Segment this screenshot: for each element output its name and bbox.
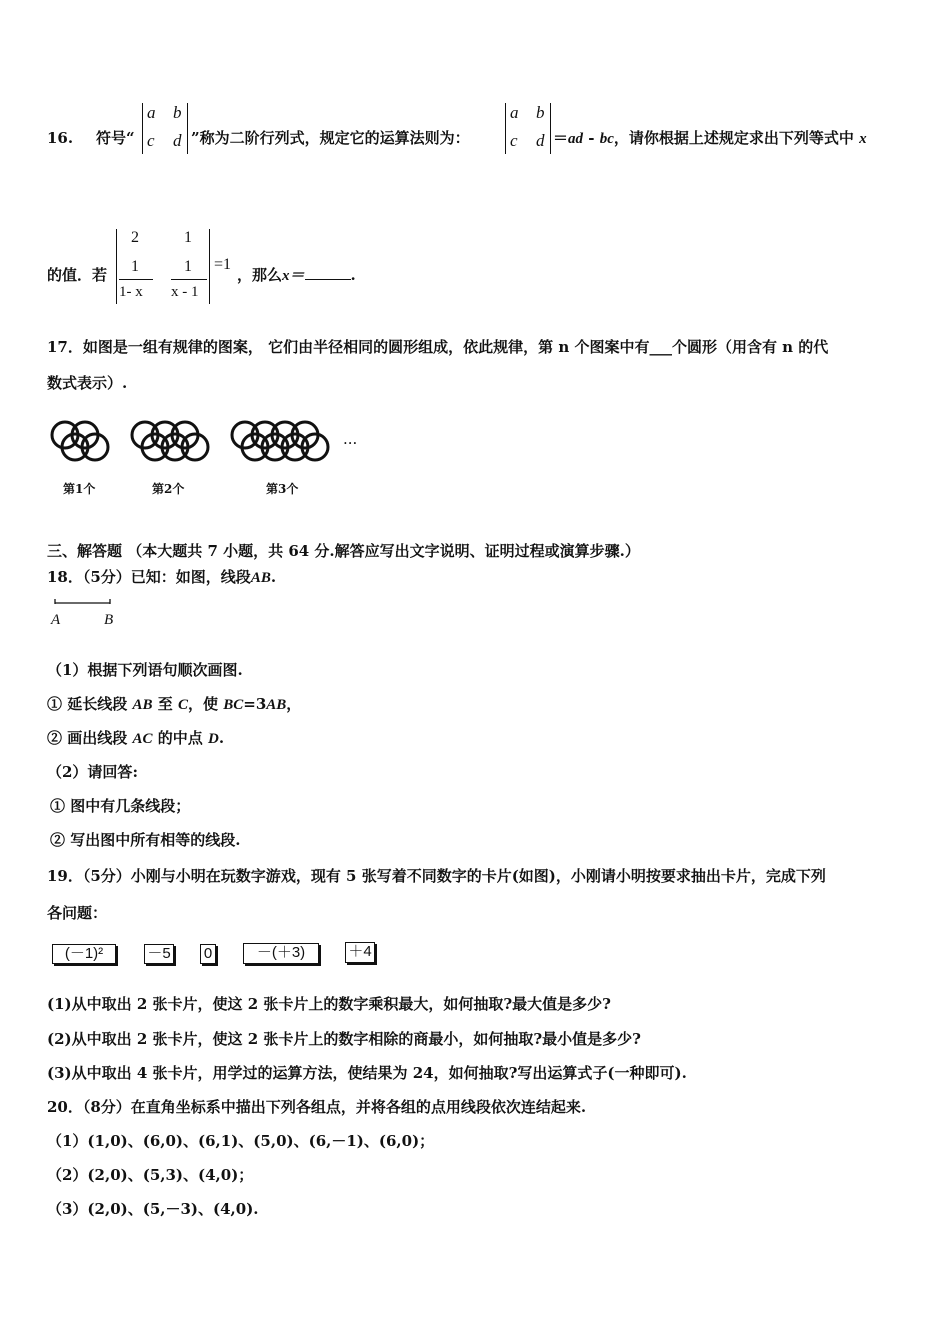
- det2-d: d: [536, 131, 545, 150]
- q16-determinant-2: [505, 103, 551, 154]
- section3-heading: 三、解答题 （本大题共 7 小题，共 64 分.解答应写出文字说明、证明过程或演算步骤.）: [47, 542, 640, 560]
- q16-formula: [553, 128, 867, 149]
- q16-text-value: 的值．若: [47, 266, 108, 284]
- q16-answer-blank[interactable]: [305, 279, 351, 280]
- pattern-2: [132, 422, 208, 460]
- q19-line1: 19．（5分）小刚与小明在玩数字游戏，现有 5 张写着不同数字的卡片(如图)，小刚请小明按要求抽出卡片，完成下列: [47, 867, 826, 885]
- det3-frac1-den: 1- x: [119, 284, 143, 300]
- det3-frac1-bar: [119, 279, 153, 280]
- q18-label-b: [104, 609, 113, 630]
- q16-determinant-1: [142, 103, 188, 154]
- q17-label-1: 第1个: [63, 482, 96, 496]
- det3-m11: 2: [131, 229, 139, 246]
- q18-label-a: [51, 609, 60, 630]
- q19-sub3: (3)从中取出 4 张卡片，用学过的运算方法，使结果为 24，如何抽取?写出运算式子(一种即可).: [47, 1064, 687, 1082]
- pattern-3: [232, 422, 328, 460]
- q20-group3: （3）(2,0)、(5,－3)、(4,0).: [47, 1200, 259, 1218]
- det3-frac2-bar: [171, 279, 207, 280]
- s2e: .: [218, 729, 225, 747]
- q17-ellipsis: ···: [343, 434, 358, 452]
- det3-frac1-num: 1: [131, 258, 139, 275]
- s1d: C: [177, 697, 188, 713]
- q17-line1: 17．如图是一组有规律的图案， 它们由半径相同的圆形组成，依此规律，第 n 个图案中有___个圆形（用含有 n 的代: [47, 338, 829, 356]
- q18-step2: [47, 728, 224, 749]
- q18-head: [47, 567, 276, 588]
- q18-segment-ab: [50, 597, 120, 609]
- q16-number: 16.: [47, 129, 74, 147]
- q16-period: .: [350, 266, 356, 284]
- q19-line2: 各问题：: [47, 904, 108, 922]
- s1i: ，: [286, 695, 302, 713]
- q18-reply1: ① 图中有几条线段；: [50, 797, 191, 815]
- s1f: BC: [223, 697, 244, 713]
- s1g: =3: [243, 695, 267, 713]
- q16-text-rule: ”称为二阶行列式，规定它的运算法则为：: [191, 129, 470, 147]
- q17-pattern-figure: [45, 415, 375, 475]
- q17-label-3: 第3个: [266, 482, 299, 496]
- q18-period: .: [270, 568, 277, 586]
- q18-step1: [47, 694, 301, 715]
- q19-card-5: ＋4: [345, 942, 375, 963]
- q18-part2: （2）请回答:: [47, 763, 138, 781]
- det3-frac2-num: 1: [184, 258, 192, 275]
- det1-c: c: [147, 131, 155, 150]
- q19-sub2: (2)从中取出 2 张卡片，使这 2 张卡片上的数字相除的商最小，如何抽取?最小值是多少?: [47, 1030, 641, 1048]
- q16-text-then: ，那么: [237, 266, 283, 284]
- s1e: ，使: [187, 695, 218, 713]
- det2-b: b: [536, 103, 545, 122]
- s1h: AB: [266, 697, 287, 713]
- q19-card-3: 0: [200, 944, 216, 964]
- det2-a: a: [510, 103, 519, 122]
- s2b: AC: [132, 731, 153, 747]
- q16-rhs: =1: [214, 256, 232, 273]
- q18-head-text: 18．（5分）已知：如图，线段: [47, 568, 251, 586]
- q16-minus: -: [583, 129, 600, 147]
- q16-x-equals: x＝: [282, 268, 305, 284]
- s1b: AB: [132, 697, 153, 713]
- q18-ab: AB: [250, 570, 271, 586]
- q20-group1: （1）(1,0)、(6,0)、(6,1)、(5,0)、(6,－1)、(6,0)；: [47, 1132, 435, 1150]
- det1-b: b: [173, 103, 182, 122]
- det2-c: c: [510, 131, 518, 150]
- q16-equals: ＝: [553, 129, 569, 147]
- pattern-1: [52, 422, 108, 460]
- det1-a: a: [147, 103, 156, 122]
- q17-label-2: 第2个: [152, 482, 185, 496]
- det1-d: d: [173, 131, 182, 150]
- s1a: ① 延长线段: [47, 695, 128, 713]
- det3-m12: 1: [184, 229, 192, 246]
- q16-x: x: [859, 131, 867, 147]
- q19-card-4: －(＋3): [243, 943, 319, 964]
- q16-text-find: ，请你根据上述规定求出下列等式中: [613, 129, 854, 147]
- q20-head: 20．（8分）在直角坐标系中描出下列各组点，并将各组的点用线段依次连结起来.: [47, 1098, 587, 1116]
- s2d: D: [207, 731, 219, 747]
- q16-answer-line: [237, 265, 356, 286]
- label-b: B: [104, 612, 114, 628]
- q17-line2: 数式表示）.: [47, 374, 128, 392]
- q19-card-1: (－1)²: [52, 944, 116, 964]
- q18-part1: （1）根据下列语句顺次画图.: [47, 661, 243, 679]
- q18-reply2: ② 写出图中所有相等的线段.: [50, 831, 241, 849]
- q19-sub1: (1)从中取出 2 张卡片，使这 2 张卡片上的数字乘积最大，如何抽取?最大值是多少?: [47, 995, 611, 1013]
- q16-bc: bc: [599, 131, 614, 147]
- label-a: A: [51, 612, 61, 628]
- q16-ad: ad: [568, 131, 584, 147]
- q16-line1: [47, 128, 73, 148]
- det3-frac2-den: x - 1: [171, 284, 199, 300]
- s2a: ② 画出线段: [47, 729, 128, 747]
- q19-card-2: －5: [144, 944, 174, 964]
- s1c: 至: [157, 695, 173, 713]
- q16-text-symbol: 符号“: [96, 129, 135, 147]
- s2c: 的中点: [157, 729, 203, 747]
- q20-group2: （2）(2,0)、(5,3)、(4,0)；: [47, 1166, 254, 1184]
